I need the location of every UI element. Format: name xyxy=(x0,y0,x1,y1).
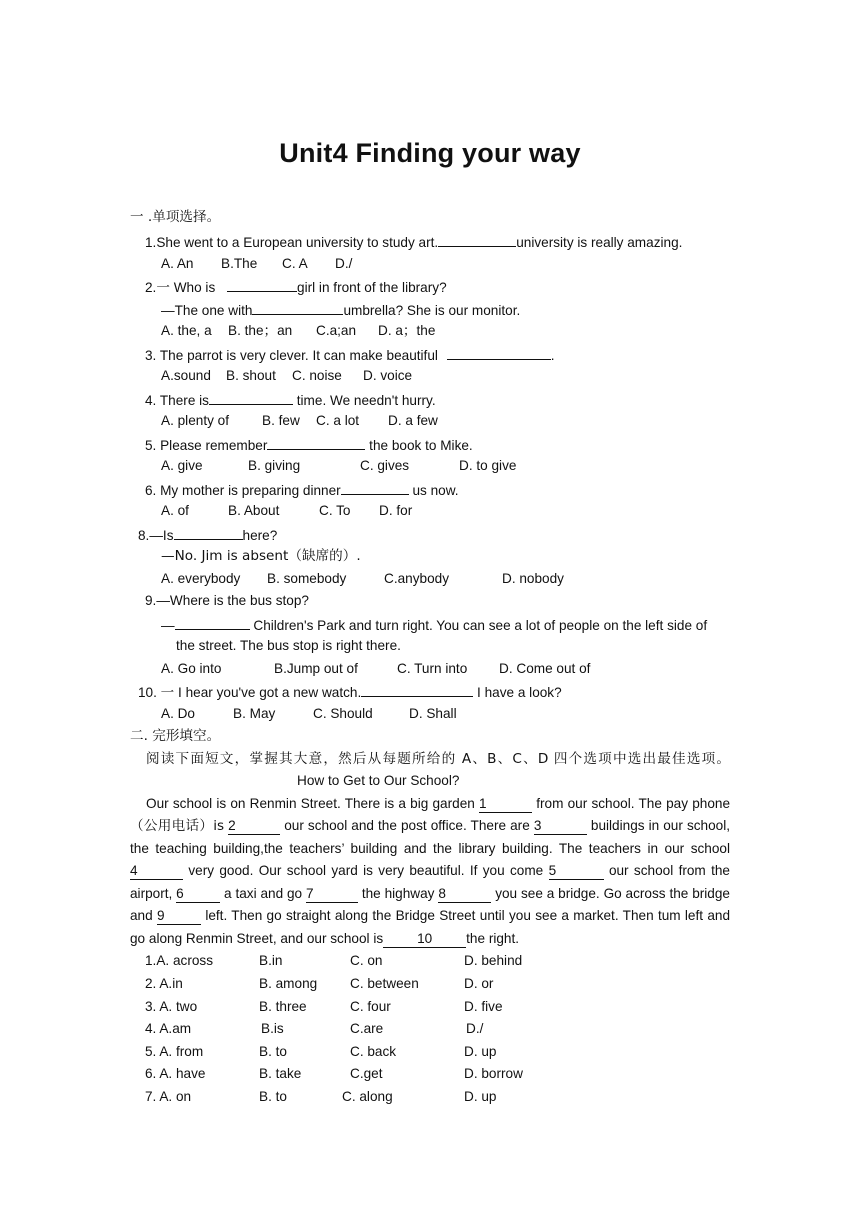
option: A. of xyxy=(161,503,189,518)
question-2-reply: —The one with umbrella? She is our monitor. xyxy=(161,299,520,319)
question-9-reply: — Children's Park and turn right. You can see a lot of people on the left side of xyxy=(161,614,730,634)
option: D. a；the xyxy=(378,323,436,338)
option: C.a;an xyxy=(316,323,357,338)
option: D. up xyxy=(464,1044,497,1059)
page-title: Unit4 Finding your way xyxy=(279,138,581,168)
passage-line: 4 very good. Our school yard is very beautiful. If you come 5 our school from the xyxy=(130,863,730,878)
option: B. somebody xyxy=(267,571,347,586)
option: B.in xyxy=(259,953,283,968)
option: B. take xyxy=(259,1066,302,1081)
numbered-blank: 1 xyxy=(479,796,532,813)
option: B. among xyxy=(259,976,318,991)
option: C. four xyxy=(350,999,391,1014)
answer-blank xyxy=(361,681,473,697)
option: B.Jump out of xyxy=(274,661,358,676)
question-3: 3. The parrot is very clever. It can make beautiful . xyxy=(145,344,554,364)
option: A. the, a xyxy=(161,323,212,338)
answer-blank xyxy=(438,231,516,247)
option: C. Turn into xyxy=(397,661,468,676)
option: D. for xyxy=(379,503,413,518)
answer-blank xyxy=(252,299,343,315)
option: A. give xyxy=(161,458,203,473)
question-5: 5. Please remember the book to Mike. xyxy=(145,434,473,454)
option: B. the；an xyxy=(228,323,293,338)
answer-blank xyxy=(175,614,250,630)
option: B. shout xyxy=(226,368,276,383)
option: D./ xyxy=(466,1021,484,1036)
answer-blank xyxy=(341,479,409,495)
option: D. Shall xyxy=(409,706,457,721)
option: D. voice xyxy=(363,368,413,383)
option: 6. A. have xyxy=(145,1066,206,1081)
option: D. nobody xyxy=(502,571,564,586)
numbered-blank: 5 xyxy=(549,863,604,880)
section2-heading: 二. 完形填空。 xyxy=(130,728,221,744)
option: C. back xyxy=(350,1044,397,1059)
numbered-blank: 2 xyxy=(228,818,280,835)
option: B. giving xyxy=(248,458,301,473)
option: B. About xyxy=(228,503,280,518)
question-8: 8.—Is here? xyxy=(138,524,277,544)
option: D. up xyxy=(464,1089,497,1104)
numbered-blank: 10 xyxy=(383,931,466,948)
option: C. a lot xyxy=(316,413,360,428)
option: C. on xyxy=(350,953,383,968)
option: C. along xyxy=(342,1089,393,1104)
option: D. behind xyxy=(464,953,523,968)
option: B.The xyxy=(221,256,258,271)
question-9-reply-cont: the street. The bus stop is right there. xyxy=(176,638,401,653)
option: C. between xyxy=(350,976,419,991)
option: C. A xyxy=(282,256,308,271)
option: 1.A. across xyxy=(145,953,213,968)
option: B. three xyxy=(259,999,307,1014)
option: D. Come out of xyxy=(499,661,591,676)
option: B. May xyxy=(233,706,276,721)
option: C.are xyxy=(350,1021,384,1036)
option: A. Go into xyxy=(161,661,222,676)
option: A. An xyxy=(161,256,194,271)
answer-blank xyxy=(174,524,243,540)
question-2: 2.一 Who is girl in front of the library? xyxy=(145,276,447,296)
option: D. five xyxy=(464,999,503,1014)
passage-line: go along Renmin Street, and our school is 10 the right. xyxy=(130,931,520,946)
answer-blank xyxy=(447,344,551,360)
option: A. everybody xyxy=(161,571,241,586)
passage-line: （公用电话）is 2 our school and the post office. There are 3 buildings in our school, xyxy=(130,818,731,834)
option: 7. A. on xyxy=(145,1089,192,1104)
numbered-blank: 6 xyxy=(176,886,220,903)
answer-blank xyxy=(267,434,365,450)
numbered-blank: 4 xyxy=(130,863,183,880)
option: 2. A.in xyxy=(145,976,183,991)
option: C. noise xyxy=(292,368,342,383)
option: D. or xyxy=(464,976,494,991)
option: A.sound xyxy=(161,368,211,383)
option: 3. A. two xyxy=(145,999,198,1014)
passage-title: How to Get to Our School? xyxy=(297,773,460,788)
question-10: 10. 一 I hear you've got a new watch. I have a look? xyxy=(138,681,562,701)
option: 4. A.am xyxy=(145,1021,192,1036)
option: D. to give xyxy=(459,458,517,473)
passage-line: the teaching building,the teachers’ building and the library building. The teachers in our school xyxy=(130,841,730,856)
option: C. Should xyxy=(313,706,373,721)
question-6: 6. My mother is preparing dinner us now. xyxy=(145,479,459,499)
option: D. a few xyxy=(388,413,438,428)
section1-heading: 一 .单项选择。 xyxy=(130,209,221,225)
passage-line: and 9 left. Then go straight along the Bridge Street until you see a market. Then tum left and xyxy=(130,908,731,923)
option: C. To xyxy=(319,503,351,518)
passage-line: Our school is on Renmin Street. There is a big garden 1 from our school. The pay phone xyxy=(146,796,731,811)
passage-line: airport, 6 a taxi and go 7 the highway 8 you see a bridge. Go across the bridge xyxy=(130,886,730,901)
option: C.get xyxy=(350,1066,383,1081)
option: D./ xyxy=(335,256,353,271)
option: B. few xyxy=(262,413,300,428)
question-9: 9.—Where is the bus stop? xyxy=(145,593,309,608)
answer-blank xyxy=(209,389,293,405)
option: B.is xyxy=(261,1021,284,1036)
option: 5. A. from xyxy=(145,1044,204,1059)
option: D. borrow xyxy=(464,1066,523,1081)
option: A. plenty of xyxy=(161,413,230,428)
numbered-blank: 9 xyxy=(157,908,201,925)
numbered-blank: 3 xyxy=(534,818,587,835)
option: B. to xyxy=(259,1044,287,1059)
answer-blank xyxy=(227,276,297,292)
option: A. Do xyxy=(161,706,195,721)
numbered-blank: 8 xyxy=(438,886,491,903)
option: C.anybody xyxy=(384,571,449,586)
numbered-blank: 7 xyxy=(306,886,358,903)
section2-instruction: 阅读下面短文，掌握其大意，然后从每题所给的 A、B、C、D 四个选项中选出最佳选项。 xyxy=(146,751,730,767)
question-8-reply: —No. Jim is absent（缺席的）. xyxy=(161,548,361,564)
question-4: 4. There is time. We needn't hurry. xyxy=(145,389,436,409)
option: B. to xyxy=(259,1089,287,1104)
question-1: 1.She went to a European university to study art. university is really amazing. xyxy=(145,231,682,251)
option: C. gives xyxy=(360,458,410,473)
